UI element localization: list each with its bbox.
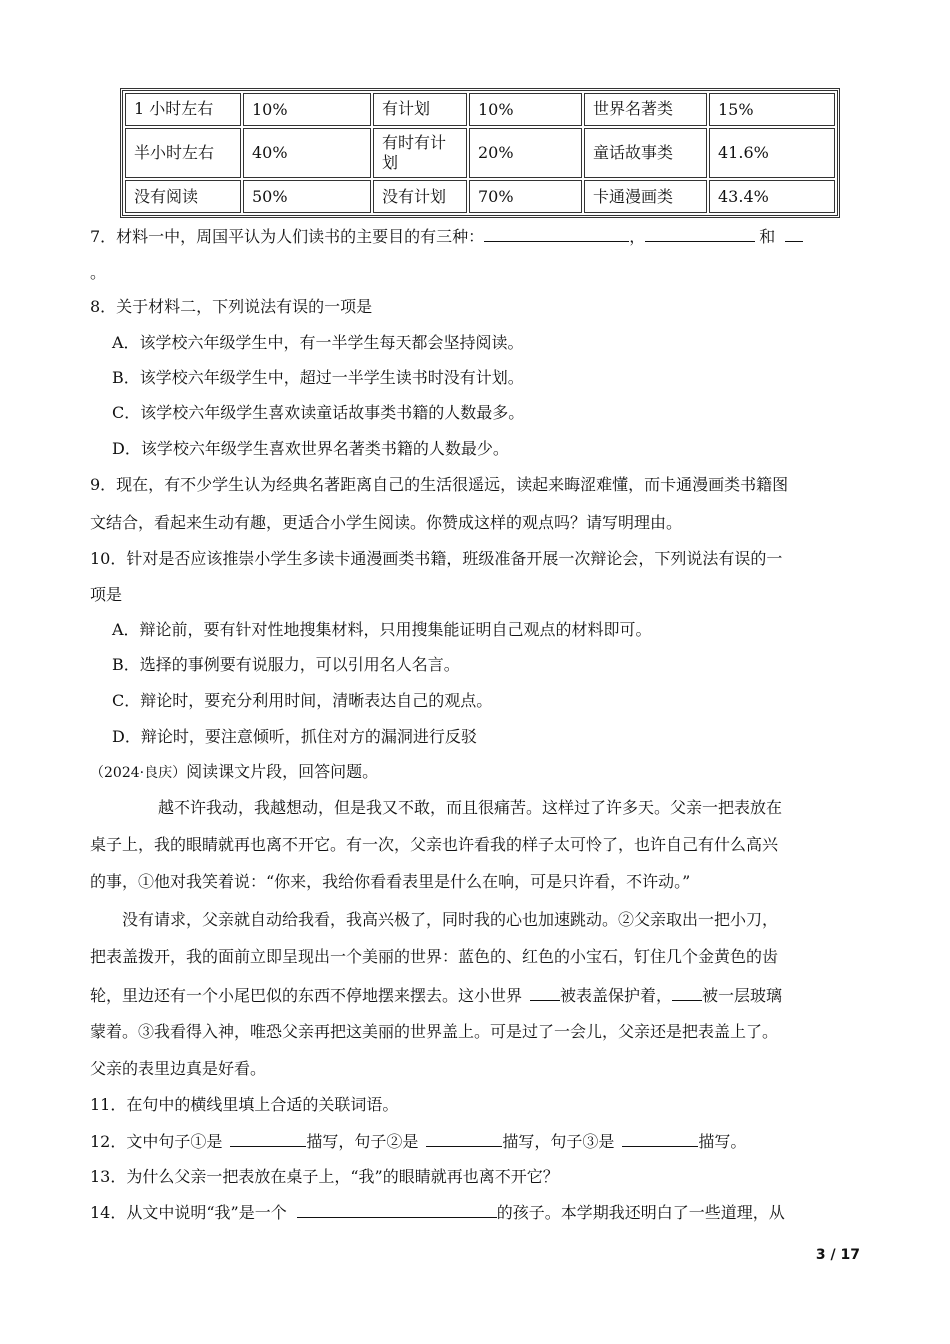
question-13: 13．为什么父亲一把表放在桌子上，“我”的眼睛就再也离不开它？ bbox=[90, 1167, 559, 1186]
table-cell: 有时有计划 bbox=[373, 128, 467, 178]
question-9-line1: 9．现在，有不少学生认为经典名著距离自己的生活很遥远，读起来晦涩难懂，而卡通漫画类书籍图 bbox=[90, 475, 789, 494]
answer-blank[interactable] bbox=[297, 1201, 497, 1218]
option-c: C．辩论时，要充分利用时间，清晰表达自己的观点。 bbox=[112, 691, 493, 710]
section-source: （2024·良庆） bbox=[90, 765, 187, 781]
table-cell: 半小时左右 bbox=[125, 128, 241, 178]
table-cell: 70% bbox=[469, 180, 582, 213]
option-d: D．该学校六年级学生喜欢世界名著类书籍的人数最少。 bbox=[112, 439, 509, 458]
table-cell: 有计划 bbox=[373, 93, 467, 126]
answer-blank[interactable] bbox=[645, 225, 755, 242]
option-b: B．选择的事例要有说服力，可以引用名人名言。 bbox=[112, 655, 460, 674]
page-number: 3 / 17 bbox=[815, 1247, 860, 1263]
option-d: D．辩论时，要注意倾听，抓住对方的漏洞进行反驳 bbox=[112, 727, 477, 746]
table-row bbox=[125, 93, 835, 126]
table-cell: 卡通漫画类 bbox=[584, 180, 707, 213]
section-title: 阅读课文片段，回答问题。 bbox=[186, 762, 379, 781]
option-a: A．该学校六年级学生中，有一半学生每天都会坚持阅读。 bbox=[112, 333, 524, 352]
question-7-end: 。 bbox=[90, 263, 107, 282]
table-cell: 没有阅读 bbox=[125, 180, 241, 213]
passage-line: 蒙着。③我看得入神，唯恐父亲再把这美丽的世界盖上。可是过了一会儿，父亲还是把表盖上了。 bbox=[90, 1022, 779, 1041]
table-cell: 1 小时左右 bbox=[125, 93, 241, 126]
table-cell: 43.4% bbox=[709, 180, 835, 213]
question-7-text: 7．材料一中，周国平认为人们读书的主要目的有三种： bbox=[90, 227, 485, 246]
passage-line: 父亲的表里边真是好看。 bbox=[90, 1059, 267, 1078]
table-cell: 世界名著类 bbox=[584, 93, 707, 126]
question-text: 描写，句子③是 bbox=[502, 1132, 615, 1151]
answer-blank[interactable] bbox=[530, 984, 560, 1001]
table-cell: 20% bbox=[469, 128, 582, 178]
survey-table bbox=[120, 88, 840, 218]
option-a: A．辩论前，要有针对性地搜集材料，只用搜集能证明自己观点的材料即可。 bbox=[112, 620, 652, 639]
question-14 bbox=[90, 1201, 785, 1224]
option-c: C．该学校六年级学生喜欢读童话故事类书籍的人数最多。 bbox=[112, 403, 525, 422]
section-heading bbox=[90, 761, 378, 784]
question-10-line1: 10．针对是否应该推崇小学生多读卡通漫画类书籍，班级准备开展一次辩论会，下列说法有误的一 bbox=[90, 549, 783, 568]
question-9-line2: 文结合，看起来生动有趣，更适合小学生阅读。你赞成这样的观点吗？请写明理由。 bbox=[90, 513, 683, 532]
question-7 bbox=[90, 225, 803, 248]
question-10-line2: 项是 bbox=[90, 585, 123, 604]
answer-blank[interactable] bbox=[426, 1130, 502, 1147]
passage-line bbox=[90, 984, 782, 1007]
passage-text: 被表盖保护着， bbox=[560, 986, 673, 1005]
separator: ， bbox=[629, 227, 646, 246]
table-cell: 50% bbox=[243, 180, 371, 213]
table-row bbox=[125, 128, 835, 178]
question-text: 12．文中句子①是 bbox=[90, 1132, 223, 1151]
table-cell: 童话故事类 bbox=[584, 128, 707, 178]
passage-line: 的事，①他对我笑着说：“你来，我给你看看表里是什么在响，可是只许看，不许动。” bbox=[90, 872, 691, 891]
question-text: 14．从文中说明“我”是一个 bbox=[90, 1203, 287, 1222]
table-cell: 10% bbox=[469, 93, 582, 126]
passage-line: 越不许我动，我越想动，但是我又不敢，而且很痛苦。这样过了许多天。父亲一把表放在 bbox=[158, 798, 783, 817]
table-cell: 15% bbox=[709, 93, 835, 126]
answer-blank[interactable] bbox=[622, 1130, 698, 1147]
question-text: 的孩子。本学期我还明白了一些道理，从 bbox=[496, 1203, 785, 1222]
question-8-stem: 8．关于材料二，下列说法有误的一项是 bbox=[90, 297, 373, 316]
passage-text: 被一层玻璃 bbox=[702, 986, 783, 1005]
answer-blank[interactable] bbox=[484, 225, 629, 242]
table-cell: 40% bbox=[243, 128, 371, 178]
table-row bbox=[125, 180, 835, 213]
answer-blank[interactable] bbox=[672, 984, 702, 1001]
passage-line: 没有请求，父亲就自动给我看，我高兴极了，同时我的心也加速跳动。②父亲取出一把小刀， bbox=[122, 910, 779, 929]
answer-blank[interactable] bbox=[230, 1130, 306, 1147]
table-cell: 10% bbox=[243, 93, 371, 126]
table-cell: 没有计划 bbox=[373, 180, 467, 213]
passage-text: 轮，里边还有一个小尾巴似的东西不停地摆来摆去。这小世界 bbox=[90, 986, 523, 1005]
question-12 bbox=[90, 1130, 746, 1153]
table-cell: 41.6% bbox=[709, 128, 835, 178]
option-b: B．该学校六年级学生中，超过一半学生读书时没有计划。 bbox=[112, 368, 524, 387]
conjunction: 和 bbox=[759, 227, 776, 246]
passage-line: 把表盖拨开，我的面前立即呈现出一个美丽的世界：蓝色的、红色的小宝石，钉住几个金黄色的齿 bbox=[90, 947, 779, 966]
question-11: 11．在句中的横线里填上合适的关联词语。 bbox=[90, 1095, 399, 1114]
answer-blank[interactable] bbox=[785, 225, 803, 242]
passage-line: 桌子上，我的眼睛就再也离不开它。有一次，父亲也许看我的样子太可怜了，也许自己有什么高兴 bbox=[90, 835, 779, 854]
question-text: 描写，句子②是 bbox=[306, 1132, 419, 1151]
question-text: 描写。 bbox=[698, 1132, 747, 1151]
